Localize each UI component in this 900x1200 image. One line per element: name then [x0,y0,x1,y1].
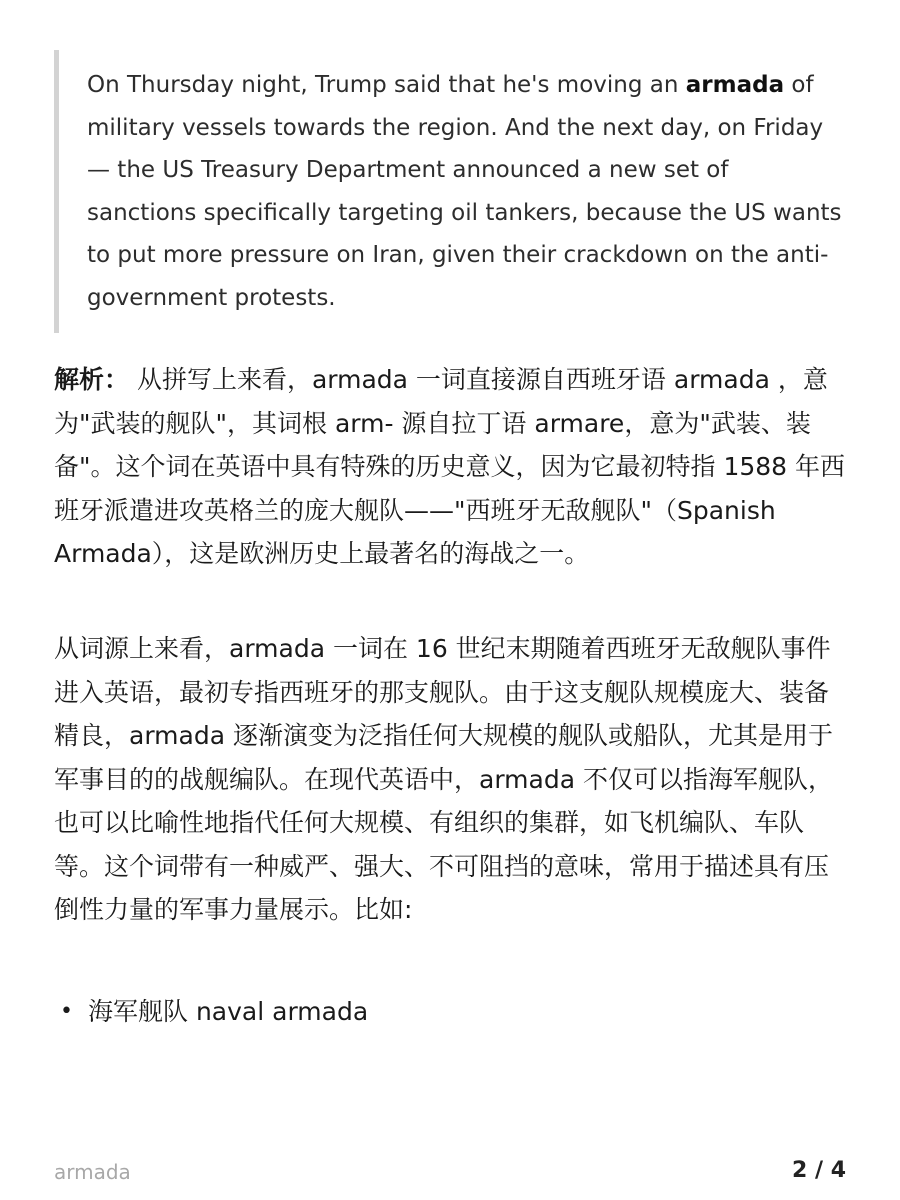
list-item [54,990,844,1033]
etymology-paragraph: 从词源上来看，armada 一词在 16 世纪末期随着西班牙无敌舰队事件进入英语，最初专指西班牙的那支舰队。由于这支舰队规模庞大、装备精良，armada 逐渐演变为泛指任何大规模的舰队或船队，尤其是用于军事目的的战舰编队。在现代英语中，armada 不仅可以指海军舰队，也可以比喻性地指代任何大规模、有组织的集群，如飞机编队、车队等。这个词带有一种威严、强大、不可阻挡的意味，常用于描述具有压倒性力量的军事力量展示。比如: [54,634,833,924]
list-item-text: 海军舰队 naval armada [88,997,369,1026]
analysis-paragraph [54,358,846,576]
analysis-text: 从拼写上来看，armada 一词直接源自西班牙语 armada ，意为"武装的舰队"，其词根 arm- 源自拉丁语 armare，意为"武装、装备"。这个词在英语中具有特殊的历史意义，因为它最初特指 1588 年西班牙派遣进攻英格兰的庞大舰队——"西班牙无敌舰队"（Spanish Armada），这是欧洲历史上最著名的海战之一。 [54,365,846,568]
quote-text [87,64,844,319]
example-list [54,990,844,1033]
quote-text-before: On Thursday night, Trump said that he's moving an [87,72,686,98]
bullet-marker: • [60,999,73,1024]
footer-word: armada [54,1160,131,1184]
blockquote [54,50,844,333]
page-indicator: 2 / 4 [792,1158,846,1183]
analysis-label: 解析： [54,365,130,394]
quote-text-after: of military vessels towards the region. And the next day, on Friday — the US Treasury Department announced a new set of sanctions specifically targeting oil tankers, because the US wants to put more pressure on Iran, given their crackdown on the anti-government protests. [87,72,842,311]
quote-highlight-word: armada [685,72,785,98]
